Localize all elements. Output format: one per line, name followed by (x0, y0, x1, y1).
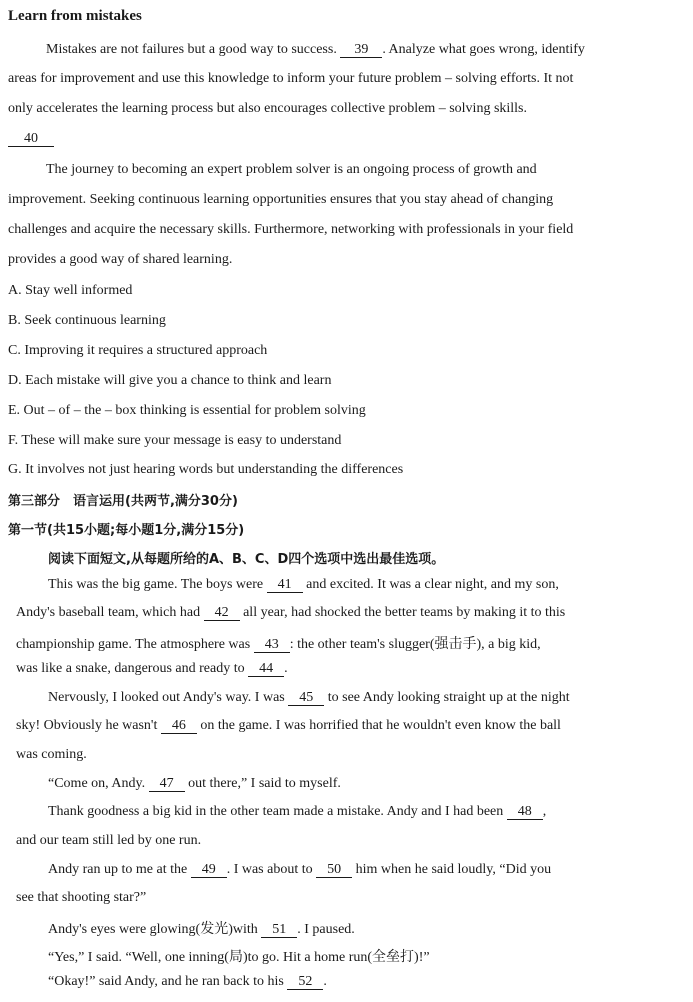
option-e: E. Out – of – the – box thinking is essential for problem solving (8, 403, 366, 418)
blank-48: 48 (507, 805, 543, 820)
blank-39: 39 (340, 43, 382, 58)
paragraph-line: improvement. Seeking continuous learning opportunities ensures that you stay ahead of changing (8, 192, 554, 207)
blank-43: 43 (254, 638, 290, 653)
paragraph-line: Mistakes are not failures but a good way to success. 39 . Analyze what goes wrong, identify (46, 42, 585, 57)
story-line: “Okay!” said Andy, and he ran back to his 52 . (48, 974, 327, 989)
story-line: “Yes,” I said. “Well, one inning(局)to go. Hit a home run(全垒打)!” (48, 950, 430, 965)
paragraph-line: provides a good way of shared learning. (8, 252, 233, 267)
blank-46: 46 (161, 719, 197, 734)
blank-45: 45 (288, 691, 324, 706)
paragraph-line: The journey to becoming an expert problem solver is an ongoing process of growth and (46, 162, 537, 177)
paragraph-line: challenges and acquire the necessary skills. Furthermore, networking with professionals in your field (8, 222, 574, 237)
section-heading: 第一节(共15小题;每小题1分,满分15分) (8, 523, 245, 538)
blank-49: 49 (191, 863, 227, 878)
story-line: was like a snake, dangerous and ready to 44 . (16, 661, 288, 676)
blank-40: 40 (8, 132, 54, 147)
story-line: see that shooting star?” (16, 890, 147, 905)
option-c: C. Improving it requires a structured approach (8, 343, 268, 358)
story-line: Andy ran up to me at the 49 . I was about to 50 him when he said loudly, “Did you (48, 862, 552, 877)
blank-41: 41 (267, 578, 303, 593)
story-line: “Come on, Andy. 47 out there,” I said to myself. (48, 776, 341, 791)
story-line: Nervously, I looked out Andy's way. I was 45 to see Andy looking straight up at the night (48, 690, 570, 705)
option-a: A. Stay well informed (8, 283, 133, 298)
section-title: Learn from mistakes (8, 8, 142, 24)
option-b: B. Seek continuous learning (8, 313, 166, 328)
blank-40-line (8, 131, 54, 147)
story-line: Thank goodness a big kid in the other team made a mistake. Andy and I had been 48 , (48, 804, 547, 819)
option-g: G. It involves not just hearing words but understanding the differences (8, 462, 404, 477)
blank-44: 44 (248, 662, 284, 677)
instruction: 阅读下面短文,从每题所给的A、B、C、D四个选项中选出最佳选项。 (48, 552, 445, 567)
paragraph-line: only accelerates the learning process but also encourages collective problem – solving skills. (8, 101, 528, 116)
blank-50: 50 (316, 863, 352, 878)
story-line: Andy's eyes were glowing(发光)with 51 . I paused. (48, 922, 355, 937)
blank-47: 47 (149, 777, 185, 792)
part-heading: 第三部分 语言运用(共两节,满分30分) (8, 494, 238, 509)
story-line: Andy's baseball team, which had 42 all year, had shocked the better teams by making it to this (16, 605, 566, 620)
blank-42: 42 (204, 606, 240, 621)
blank-51: 51 (261, 923, 297, 938)
story-line: This was the big game. The boys were 41 and excited. It was a clear night, and my son, (48, 577, 559, 592)
story-line: sky! Obviously he wasn't 46 on the game. I was horrified that he wouldn't even know the ball (16, 718, 561, 733)
story-line: and our team still led by one run. (16, 833, 202, 848)
blank-52: 52 (287, 975, 323, 990)
option-f: F. These will make sure your message is easy to understand (8, 433, 342, 448)
option-d: D. Each mistake will give you a chance to think and learn (8, 373, 332, 388)
story-line: was coming. (16, 747, 87, 762)
story-line: championship game. The atmosphere was 43 : the other team's slugger(强击手), a big kid, (16, 637, 541, 652)
paragraph-line: areas for improvement and use this knowledge to inform your future problem – solving efforts. It not (8, 71, 574, 86)
